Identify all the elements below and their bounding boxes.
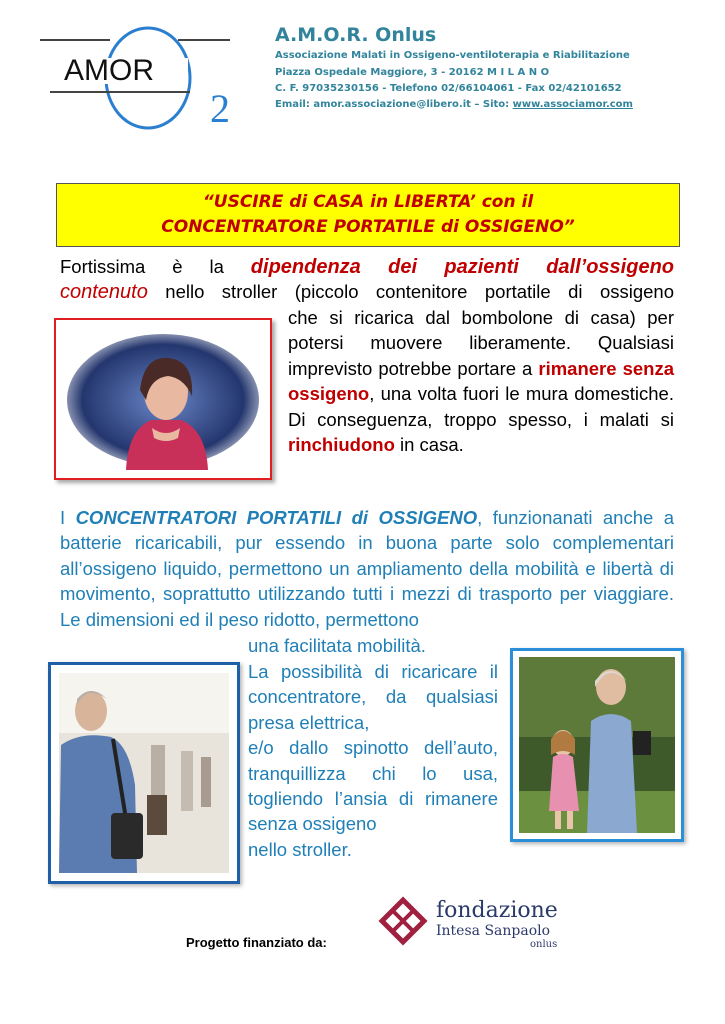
- paragraph2-last-line: una facilitata mobilità.: [248, 635, 426, 656]
- org-address: Piazza Ospedale Maggiore, 3 - 20162 M I L A N O: [275, 67, 550, 78]
- org-email-site: [275, 99, 633, 110]
- p1-text-5: in casa.: [394, 434, 464, 456]
- title-line-1: “USCIRE di CASA in LIBERTA’ con il: [202, 192, 534, 212]
- paragraph1-line2: [60, 279, 674, 305]
- sponsor-onlus: onlus: [530, 939, 558, 950]
- p3-last-line: nello stroller.: [248, 838, 352, 860]
- p1-highlight-2: rinchiudono: [288, 434, 395, 456]
- man-with-portable-concentrator-image: [48, 662, 240, 884]
- funded-by-label: Progetto finanziato da:: [186, 935, 327, 950]
- org-description: Associazione Malati in Ossigeno-ventiloterapia e Riabilitazione: [275, 50, 630, 61]
- paragraph1-line1: [60, 254, 674, 280]
- paragraph3: [248, 659, 498, 862]
- worried-woman-image: [54, 318, 272, 480]
- p2-emphasis: CONCENTRATORI PORTATILI di OSSIGENO: [75, 507, 478, 528]
- title-line-2: CONCENTRATORE PORTATILE di OSSIGENO”: [161, 217, 575, 237]
- p1-text: Fortissima è la: [60, 256, 251, 277]
- org-site-link[interactable]: www.associamor.com: [512, 99, 633, 110]
- document-title-box: [56, 183, 680, 247]
- paragraph1-rest: [288, 305, 674, 457]
- grandmother-and-child-image: [510, 648, 684, 842]
- logo-subscript: 2: [210, 86, 230, 131]
- p2-text-2: , funzionanati anche a batterie ricaricabili, pur essendo in buona parte solo complementari all’ossigeno liquido, permettono un ampliamento della mobilità e libertà di movimento, soprattutto utilizzando tutti i mezzi di trasporto per viaggiare. Le dimensioni ed il peso ridotto, permettono: [60, 507, 674, 630]
- p3-line-a: La possibilità di ricaricare il concentratore, da qualsiasi presa elettrica,: [248, 661, 498, 733]
- logo-text: AMOR: [64, 54, 154, 87]
- p1-emphasis-2: contenuto: [60, 281, 148, 303]
- org-title: A.M.O.R. Onlus: [275, 24, 437, 46]
- org-contacts: C. F. 97035230156 - Telefono 02/66104061 - Fax 02/42101652: [275, 83, 622, 94]
- p1-emphasis: dipendenza dei pazienti dall’ossigeno: [250, 256, 674, 278]
- org-email: Email: amor.associazione@libero.it – Sito:: [275, 99, 513, 110]
- fondazione-logo-mark: [378, 896, 428, 946]
- sponsor-name: Intesa Sanpaolo: [436, 923, 551, 939]
- paragraph2: [60, 505, 674, 632]
- fondazione-name: fondazione: [436, 898, 558, 923]
- p1-text-3: che si ricarica dal bombolone di casa) per potersi muovere liberamente. Qualsiasi imprevisto potrebbe portare a: [288, 307, 674, 379]
- p2-text: I: [60, 507, 76, 528]
- p1-text-4: , una volta fuori le mura domestiche. Di conseguenza, troppo spesso, i malati si: [288, 383, 674, 430]
- amor-logo: [40, 22, 250, 132]
- p1-highlight-1: rimanere senza ossigeno: [288, 357, 674, 405]
- p1-text-2: nello stroller (piccolo contenitore portatile di ossigeno: [147, 281, 674, 302]
- p3-line-b: e/o dallo spinotto dell’auto, tranquillizza chi lo usa, togliendo l’ansia di rimanere senza ossigeno: [248, 737, 498, 835]
